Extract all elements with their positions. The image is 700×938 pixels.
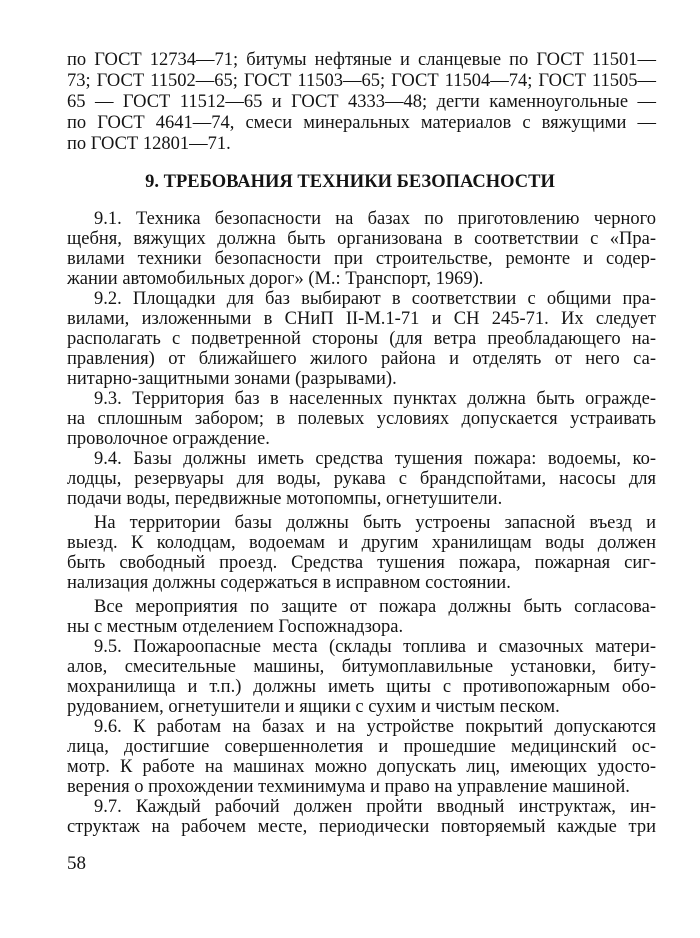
text-line: 9.3. Территория баз в населенных пунктах должна быть огражде- [94, 389, 656, 409]
text-line: лодцы, резервуары для воды, рукава с брандспойтами, насосы для [67, 469, 656, 489]
text-line: 9.1. Техника безопасности на базах по приготовлению черного [94, 209, 656, 229]
text-line: вилами, изложенными в СНиП II-М.1-71 и СН 245-71. Их следует [67, 309, 656, 329]
text-line: ны с местным отделением Госпожнадзора. [67, 617, 404, 637]
text-line: проволочное ограждение. [67, 429, 270, 449]
paragraph [67, 597, 656, 637]
text-line: по ГОСТ 4641—74, смеси минеральных материалов с вяжущими — [67, 113, 656, 133]
text-line: 9.5. Пожароопасные места (склады топлива и смазочных матери- [94, 637, 656, 657]
paragraph [67, 513, 656, 593]
text-line: располагать с подветренной стороны (для ветра преобладающего на- [67, 329, 656, 349]
paragraph [67, 389, 656, 449]
section-heading: 9. ТРЕБОВАНИЯ ТЕХНИКИ БЕЗОПАСНОСТИ [145, 172, 555, 192]
text-line: верения о прохождении техминимума и право на управление машиной. [67, 777, 630, 797]
text-line: алов, смесительные машины, битумоплавильные установки, биту- [67, 657, 656, 677]
text-line: быть свободный проезд. Средства тушения пожара, пожарная сиг- [67, 553, 656, 573]
paragraph [67, 797, 656, 837]
text-line: 9.7. Каждый рабочий должен пройти вводный инструктаж, ин- [94, 797, 656, 817]
text-line: 9.6. К работам на базах и на устройстве покрытий допускаются [94, 717, 656, 737]
text-line: щебня, вяжущих должна быть организована в соответствии с «Пра- [67, 229, 656, 249]
text-line: 9.4. Базы должны иметь средства тушения пожара: водоемы, ко- [94, 449, 656, 469]
text-line: нализация должны содержаться в исправном состоянии. [67, 573, 511, 593]
text-line: на сплошным забором; в полевых условиях допускается устраивать [67, 409, 656, 429]
paragraph [67, 209, 656, 289]
paragraph [67, 717, 656, 797]
text-line: 9.2. Площадки для баз выбирают в соответствии с общими пра- [94, 289, 656, 309]
text-line: мотр. К работе на машинах можно допускать лиц, имеющих удосто- [67, 757, 656, 777]
intro-paragraph [67, 50, 656, 155]
text-line: по ГОСТ 12734—71; битумы нефтяные и сланцевые по ГОСТ 11501— [67, 50, 656, 70]
text-line: по ГОСТ 12801—71. [67, 134, 231, 154]
text-line: подачи воды, передвижные мотопомпы, огнетушители. [67, 489, 503, 509]
section-body [67, 209, 656, 837]
text-line: структаж на рабочем месте, периодически повторяемый каждые три [67, 817, 656, 837]
text-line: выезд. К колодцам, водоемам и другим хранилищам воды должен [67, 533, 656, 553]
text-line: Все мероприятия по защите от пожара должны быть согласова- [94, 597, 656, 617]
paragraph [67, 637, 656, 717]
text-line: 73; ГОСТ 11502—65; ГОСТ 11503—65; ГОСТ 11504—74; ГОСТ 11505— [67, 71, 656, 91]
text-line: мохранилища и т.п.) должны иметь щиты с противопожарным обо- [67, 677, 656, 697]
text-line: рудованием, огнетушители и ящики с сухим и чистым песком. [67, 697, 560, 717]
text-line: лица, достигшие совершеннолетия и прошедшие медицинский ос- [67, 737, 656, 757]
paragraph [67, 289, 656, 389]
text-line: вилами техники безопасности при строительстве, ремонте и содер- [67, 249, 656, 269]
text-line: жании автомобильных дорог» (М.: Транспорт, 1969). [67, 269, 484, 289]
page-number: 58 [67, 853, 86, 874]
text-line: правления) от ближайшего жилого района и отделять от него са- [67, 349, 656, 369]
text-line: На территории базы должны быть устроены запасной въезд и [94, 513, 656, 533]
text-line: 65 — ГОСТ 11512—65 и ГОСТ 4333—48; дегти каменноугольные — [67, 92, 656, 112]
text-line: нитарно-защитными зонами (разрывами). [67, 369, 397, 389]
paragraph [67, 449, 656, 509]
